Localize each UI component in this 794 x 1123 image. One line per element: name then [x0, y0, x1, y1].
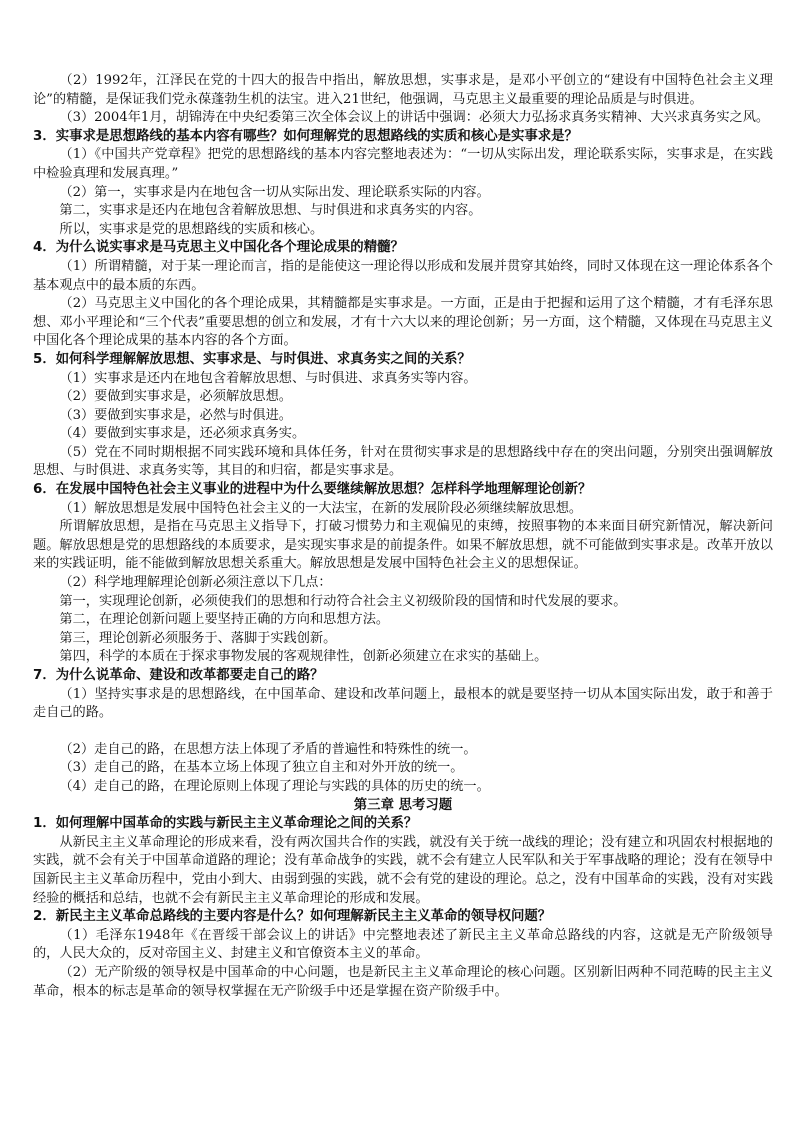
- paragraph: （3）2004年1月，胡锦涛在中央纪委第三次全体会议上的讲话中强调：必须大力弘扬求真务实精神、大兴求真务实之风。: [59, 110, 770, 126]
- paragraph: （2）第一，实事求是内在地包含一切从实际出发、理论联系实际的内容。: [59, 184, 490, 200]
- paragraph: （3）要做到实事求是，必然与时俱进。: [59, 407, 292, 423]
- paragraph: （1）实事求是还内在地包含着解放思想、与时俱进、求真务实等内容。: [59, 370, 477, 386]
- paragraph: （2）走自己的路，在思想方法上体现了矛盾的普遍性和特殊性的统一。: [59, 741, 477, 757]
- question-heading: 2．新民主主义革命总路线的主要内容是什么？如何理解新民主主义革命的领导权问题？: [33, 909, 552, 925]
- paragraph: （2）无产阶级的领导权是中国革命的中心问题，也是新民主主义革命理论的核心问题。区别新旧两种不同范畴的民主主义革命，根本的标志是革命的领导权掌握在无产阶级手中还是掌握在资产阶级手中。: [33, 964, 773, 999]
- paragraph: 所以，实事求是党的思想路线的实质和核心。: [59, 221, 324, 237]
- paragraph: （1）毛泽东1948年《在晋绥干部会议上的讲话》中完整地表述了新民主主义革命总路线的内容，这就是无产阶级领导的，人民大众的，反对帝国主义、封建主义和官僚资本主义的革命。: [33, 927, 773, 962]
- paragraph: （5）党在不同时期根据不同实践环境和具体任务，针对在贯彻实事求是的思想路线中存在的突出问题，分别突出强调解放思想、与时俱进、求真务实等，其目的和归宿，都是实事求是。: [33, 444, 773, 479]
- question-heading: 6．在发展中国特色社会主义事业的进程中为什么要继续解放思想？怎样科学地理解理论创新？: [33, 482, 592, 498]
- document-page: [33, 72, 773, 1001]
- paragraph: 从新民主主义革命理论的形成来看，没有两次国共合作的实践，就没有关于统一战线的理论；没有建立和巩固农村根据地的实践，就不会有关于中国革命道路的理论；没有革命战争的实践，就不会有建立人民军队和关于军事战略的理论；没有在领导中国新民主主义革命历程中，党由小到大、由弱到强的实践，就不会有党的建设的理论。总之，没有中国革命的实践，没有对实践经验的概括和总结，也就不会有新民主主义革命理论的形成和发展。: [33, 834, 773, 906]
- chapter-title: 第三章 思考习题: [353, 797, 453, 813]
- question-heading: 7．为什么说革命、建设和改革都要走自己的路？: [33, 668, 324, 683]
- paragraph: 第二，在理论创新问题上要坚持正确的方向和思想方法。: [59, 612, 390, 628]
- paragraph: （2）1992年，江泽民在党的十四大的报告中指出，解放思想，实事求是，是邓小平创立的“建设有中国特色社会主义理论”的精髓，是保证我们党永葆蓬勃生机的法宝。进入21世纪，他强调，马克思主义最重要的理论品质是与时俱进。: [33, 73, 773, 107]
- paragraph: （2）马克思主义中国化的各个理论成果，其精髓都是实事求是。一方面，正是由于把握和运用了这个精髓，才有毛泽东思想、邓小平理论和“三个代表”重要思想的创立和发展，才有十六大以来的理论创新；另一方面，这个精髓，又体现在马克思主义中国化各个理论成果的基本内容的各个方面。: [33, 296, 773, 349]
- paragraph: 第三，理论创新必须服务于、落脚于实践创新。: [59, 630, 337, 646]
- paragraph: （1）所谓精髓，对于某一理论而言，指的是能使这一理论得以形成和发展并贯穿其始终，同时又体现在这一理论体系各个基本观点中的最本质的东西。: [33, 258, 773, 293]
- question-heading: 1．如何理解中国革命的实践与新民主主义革命理论之间的关系？: [33, 816, 418, 832]
- paragraph: （1）坚持实事求是的思想路线，在中国革命、建设和改革问题上，最根本的就是要坚持一切从本国实际出发，敢于和善于走自己的路。: [33, 686, 773, 721]
- paragraph: （4）要做到实事求是，还必须求真务实。: [59, 426, 306, 442]
- paragraph: （1）解放思想是发展中国特色社会主义的一大法宝，在新的发展阶段必须继续解放思想。: [59, 500, 583, 516]
- paragraph: （1）《中国共产党章程》把党的思想路线的基本内容完整地表述为：“一切从实际出发，理论联系实际，实事求是，在实践中检验真理和发展真理。”: [33, 147, 773, 181]
- paragraph: （2）要做到实事求是，必须解放思想。: [59, 389, 292, 405]
- blank-line: [33, 723, 773, 741]
- paragraph: 第四，科学的本质在于探求事物发展的客观规律性，创新必须建立在求实的基础上。: [59, 649, 548, 665]
- question-heading: 3．实事求是思想路线的基本内容有哪些？如何理解党的思想路线的实质和核心是实事求是？: [33, 128, 578, 144]
- paragraph: 第二，实事求是还内在地包含着解放思想、与时俱进和求真务实的内容。: [59, 203, 482, 219]
- paragraph: 所谓解放思想，是指在马克思主义指导下，打破习惯势力和主观偏见的束缚，按照事物的本来面目研究新情况，解决新问题。解放思想是党的思想路线的本质要求，是实现实事求是的前提条件。如果不解放思想，就不可能做到实事求是。改革开放以来的实践证明，能不能做到解放思想关系重大。解放思想是发展中国特色社会主义的思想保证。: [33, 519, 773, 572]
- paragraph: 第一，实现理论创新，必须使我们的思想和行动符合社会主义初级阶段的国情和时代发展的要求。: [59, 593, 627, 609]
- paragraph: （2）科学地理解理论创新必须注意以下几点：: [59, 575, 332, 591]
- paragraph: （4）走自己的路，在理论原则上体现了理论与实践的具体的历史的统一。: [59, 778, 490, 794]
- paragraph: （3）走自己的路，在基本立场上体现了独立自主和对外开放的统一。: [59, 760, 464, 776]
- question-heading: 4．为什么说实事求是马克思主义中国化各个理论成果的精髓？: [33, 240, 404, 256]
- question-heading: 5．如何科学理解解放思想、实事求是、与时俱进、求真务实之间的关系？: [33, 351, 471, 367]
